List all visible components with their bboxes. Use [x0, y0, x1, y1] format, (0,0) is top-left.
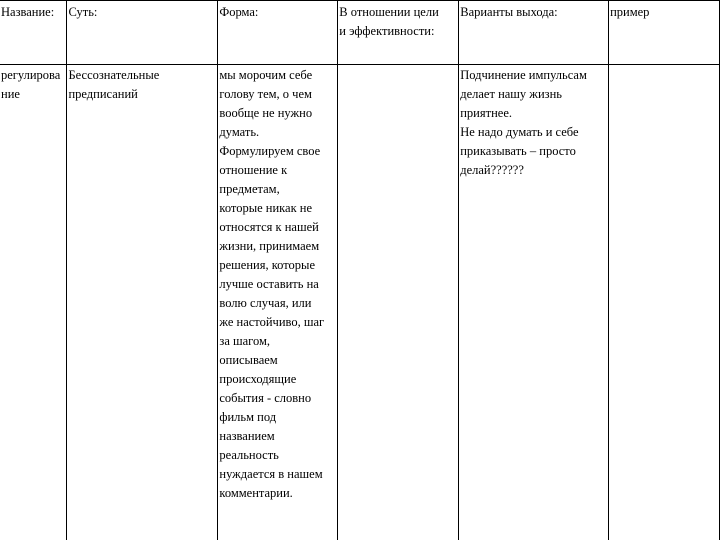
row-cell-example: [609, 65, 720, 540]
header-cell-form: [218, 1, 338, 65]
header-cell-name: [0, 1, 67, 65]
table-row: [0, 65, 720, 540]
header-cell-exits: [459, 1, 609, 65]
header-cell-goal: [338, 1, 459, 65]
row-cell-goal: [338, 65, 459, 540]
header-name-label: Название:: [1, 5, 55, 19]
row-essence-text: Бессознательные предписаний: [68, 68, 160, 101]
header-goal-label: В отношении цели и эффективности:: [339, 5, 439, 38]
row-cell-exits: [459, 65, 609, 540]
header-exits-label: Варианты выхода:: [460, 5, 558, 19]
row-name-text: регулирова ние: [1, 68, 61, 101]
header-cell-essence: [67, 1, 218, 65]
row-cell-essence: [67, 65, 218, 540]
row-form-text: мы морочим себе голову тем, о чем вообще не нужно думать. Формулируем свое отношение к предметам, которые никак не относятся к нашей жизни, принимаем решения, которые лучше оставить на волю случая, или же настойчиво, шаг за шагом, описываем происходящие события - словно фильм под названием реальность нуждается в нашем комментарии.: [219, 68, 325, 500]
table-header-row: [0, 1, 720, 65]
row-cell-form: [218, 65, 338, 540]
header-essence-label: Суть:: [68, 5, 98, 19]
header-example-label: пример: [610, 5, 650, 19]
row-cell-name: [0, 65, 67, 540]
row-exits-text: Подчинение импульсам делает нашу жизнь приятнее. Не надо думать и себе приказывать – просто делай??????: [460, 68, 587, 177]
header-cell-example: [609, 1, 720, 65]
header-form-label: Форма:: [219, 5, 259, 19]
